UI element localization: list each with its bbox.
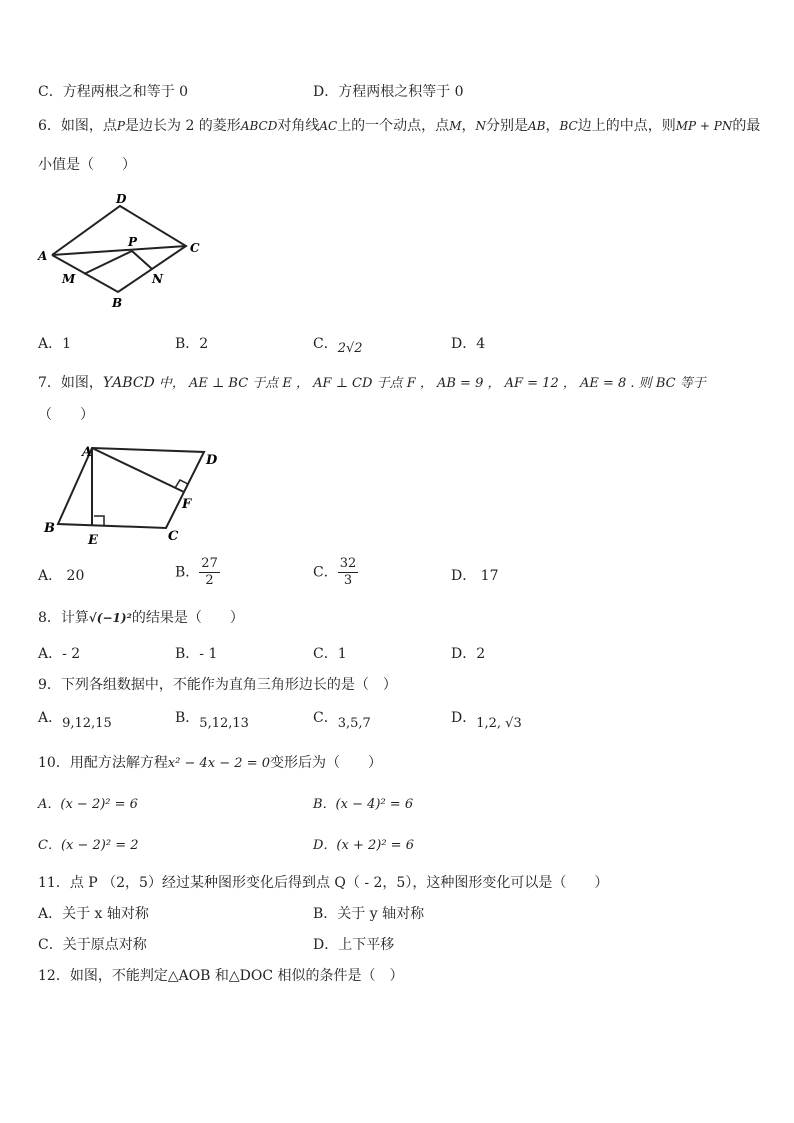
q11-option-c: C．关于原点对称: [38, 937, 147, 953]
q7-stem-line2: （ ）: [38, 407, 94, 423]
q11-option-a: A．关于 x 轴对称: [38, 906, 149, 922]
q10-option-d: D．(x + 2)² = 6: [313, 838, 414, 853]
q6-option-c: C．2√2: [313, 336, 363, 356]
q7-option-a: A． 20: [38, 568, 85, 584]
q7-parallelogram-figure: [36, 440, 226, 552]
q12-stem: 12．如图，不能判定△AOB 和△DOC 相似的条件是（ ）: [38, 968, 404, 984]
q9-option-a: A．9,12,15: [38, 710, 112, 731]
q6-stem-line1: 6．如图，点P是边长为 2 的菱形ABCD对角线AC上的一个动点，点M，N分别是AB，BC边上的中点，则MP + PN的最: [38, 118, 761, 134]
q7-option-b: B． $\frac{27}{2}$: [175, 556, 218, 588]
label-A: A: [38, 249, 48, 263]
q11-option-b: B．关于 y 轴对称: [313, 906, 425, 922]
label-F: F: [182, 497, 192, 512]
q9-option-c: C．3,5,7: [313, 710, 371, 731]
q11-option-d: D．上下平移: [313, 937, 395, 953]
q5-option-d: D．方程两根之积等于 0: [313, 84, 464, 100]
label-D: D: [206, 453, 218, 468]
q10-option-a: A．(x − 2)² = 6: [38, 797, 138, 812]
q6-option-b: B．2: [175, 336, 209, 352]
q10-option-c: C．(x − 2)² = 2: [38, 838, 139, 853]
q11-stem: 11．点 P （2，5）经过某种图形变化后得到点 Q（ - 2，5），这种图形变化可以是（ ）: [38, 875, 609, 891]
label-B: B: [44, 521, 55, 536]
label-P: P: [128, 235, 138, 249]
q7-option-c: C． $\frac{32}{3}$: [313, 556, 357, 588]
q9-option-d: D．1,2, √3: [451, 710, 522, 731]
q6-option-a: A．1: [38, 336, 72, 352]
q9-option-b: B．5,12,13: [175, 710, 249, 731]
q10-option-b: B．(x − 4)² = 6: [313, 797, 414, 812]
label-A: A: [82, 445, 93, 460]
q6-stem-line2: 小值是（ ）: [38, 157, 136, 173]
label-E: E: [88, 533, 98, 548]
label-B: B: [112, 296, 123, 310]
label-C: C: [168, 529, 179, 544]
q9-stem: 9．下列各组数据中，不能作为直角三角形边长的是（ ）: [38, 677, 397, 693]
q8-stem: 8．计算√(−1)²的结果是（ ）: [38, 610, 244, 626]
label-M: M: [62, 272, 76, 286]
q8-option-d: D．2: [451, 646, 486, 662]
q6-rhombus-figure: [34, 190, 214, 310]
q5-option-c: C．方程两根之和等于 0: [38, 84, 189, 100]
q10-stem: 10．用配方法解方程x² − 4x − 2 = 0变形后为（ ）: [38, 755, 382, 771]
label-N: N: [152, 272, 163, 286]
label-D: D: [116, 192, 127, 206]
q7-option-d: D． 17: [451, 568, 499, 584]
q8-option-a: A．- 2: [38, 646, 81, 662]
label-C: C: [190, 241, 200, 255]
q8-option-b: B．- 1: [175, 646, 218, 662]
q7-stem-line1: 7．如图，ΥABCD 中， AE ⊥ BC 于点 E ， AF ⊥ CD 于点 F ， AB = 9 ， AF = 12 ， AE = 8 . 则 BC 等于: [38, 375, 706, 391]
q6-option-d: D．4: [451, 336, 486, 352]
q8-option-c: C．1: [313, 646, 347, 662]
